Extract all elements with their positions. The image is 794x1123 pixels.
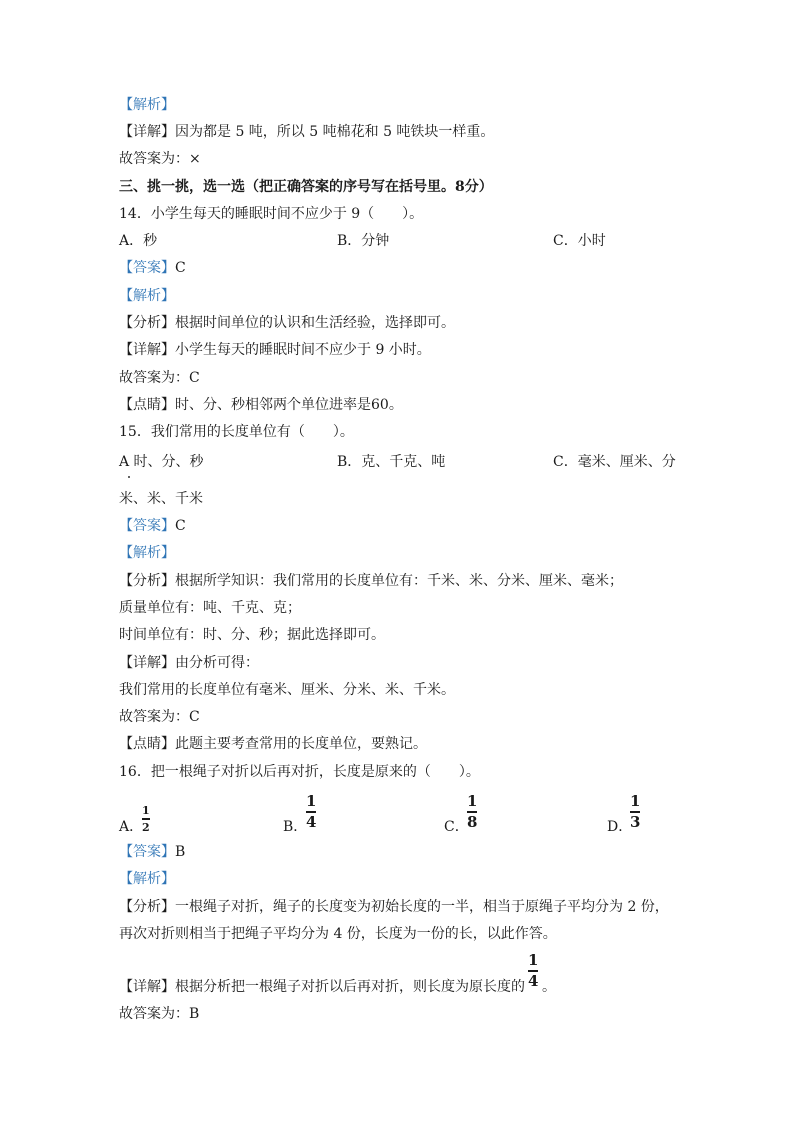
answer-15 [119, 516, 186, 536]
point-tag: 【点睛】 [119, 397, 175, 413]
detail-tag: 【详解】 [119, 979, 175, 995]
answer-tag: 【答案】 [119, 844, 175, 860]
analysis-16-line2: 再次对折则相当于把绳子平均分为 4 份，长度为一份的长，以此作答。 [119, 926, 557, 942]
answer-16 [119, 842, 185, 862]
answer-13: 故答案为：× [119, 151, 201, 167]
fraction-denominator: 3 [630, 812, 641, 831]
detail-16 [119, 977, 525, 997]
point-text: 时、分、秒相邻两个单位进率是60。 [175, 397, 403, 413]
section-heading: 三、挑一挑，选一选（把正确答案的序号写在括号里。8分） [119, 179, 493, 195]
fraction-bar [142, 818, 150, 820]
point-15 [119, 734, 427, 754]
detail-16-fraction [528, 953, 538, 989]
q16-option-d-fraction [630, 794, 640, 830]
detail-15-line2: 我们常用的长度单位有毫米、厘米、分米、米、千米。 [119, 682, 455, 698]
answer-value: B [175, 844, 186, 860]
q15-option-c: C．毫米、厘米、分 [553, 454, 676, 470]
q15-option-b: B．克、千克、吨 [337, 454, 446, 470]
analysis-tag: 【分析】 [119, 573, 175, 589]
q14-option-b: B．分钟 [337, 233, 390, 249]
point-text: 此题主要考查常用的长度单位，要熟记。 [175, 736, 427, 752]
detail-15 [119, 653, 259, 673]
analysis-tag: 【分析】 [119, 899, 175, 915]
final-14: 故答案为：C [119, 370, 200, 386]
fraction-numerator: 1 [528, 951, 539, 969]
q16-option-d-label: D． [607, 819, 633, 835]
analysis-tag: 【分析】 [119, 315, 175, 331]
question-16: 16．把一根绳子对折以后再对折，长度是原来的（ ）。 [119, 764, 480, 780]
detail-tag: 【详解】 [119, 342, 175, 358]
q16-option-a-fraction [142, 805, 150, 833]
analysis-16 [119, 897, 669, 917]
jiexi-label-15: 【解析】 [119, 545, 175, 561]
detail-text: 小学生每天的睡眠时间不应少于 9 小时。 [175, 342, 431, 358]
question-14: 14．小学生每天的睡眠时间不应少于 9（ ）。 [119, 206, 424, 222]
analysis-text: 一根绳子对折，绳子的长度变为初始长度的一半，相当于原绳子平均分为 2 份， [175, 899, 669, 915]
fraction-numerator: 1 [467, 792, 478, 810]
jiexi-label-16: 【解析】 [119, 871, 175, 887]
q15-option-a: A 时、分、秒 [119, 454, 204, 470]
jiexi-label-14: 【解析】 [119, 288, 175, 304]
q16-option-c-fraction [467, 794, 477, 830]
fraction-denominator: 8 [467, 812, 478, 831]
detail-text: 因为都是 5 吨，所以 5 吨棉花和 5 吨铁块一样重。 [175, 124, 495, 140]
detail-text: 根据分析把一根绳子对折以后再对折，则长度为原长度的 [175, 979, 525, 995]
analysis-15 [119, 571, 623, 591]
fraction-denominator: 4 [528, 971, 539, 990]
option-dot-mark [128, 476, 130, 478]
detail-14 [119, 340, 431, 360]
answer-value: C [175, 260, 186, 276]
q15-option-c-cont: 米、米、千米 [119, 491, 203, 507]
fraction-numerator: 1 [142, 804, 150, 817]
final-16: 故答案为：B [119, 1006, 200, 1022]
q16-option-c-label: C． [444, 819, 469, 835]
analysis-14 [119, 313, 455, 333]
analysis-text: 根据时间单位的认识和生活经验，选择即可。 [175, 315, 455, 331]
detail-13 [119, 122, 494, 142]
q16-option-a-label: A． [119, 819, 144, 835]
answer-14 [119, 258, 186, 278]
fraction-denominator: 2 [142, 820, 150, 834]
q16-option-b-label: B． [283, 819, 308, 835]
fraction-numerator: 1 [630, 792, 641, 810]
answer-tag: 【答案】 [119, 260, 175, 276]
fraction-denominator: 4 [306, 812, 317, 831]
answer-tag: 【答案】 [119, 518, 175, 534]
q14-option-a: A．秒 [119, 233, 158, 249]
question-15: 15．我们常用的长度单位有（ ）。 [119, 424, 354, 440]
analysis-15-line2: 质量单位有：吨、千克、克； [119, 600, 301, 616]
fraction-numerator: 1 [306, 792, 317, 810]
q14-option-c: C．小时 [553, 233, 606, 249]
analysis-text: 根据所学知识：我们常用的长度单位有：千米、米、分米、厘米、毫米； [175, 573, 623, 589]
jiexi-label-13: 【解析】 [119, 97, 175, 113]
point-14 [119, 395, 403, 415]
final-15: 故答案为：C [119, 709, 200, 725]
q16-option-b-fraction [306, 794, 316, 830]
detail-tag: 【详解】 [119, 655, 175, 671]
detail-16-end: 。 [542, 979, 556, 995]
detail-text: 由分析可得： [175, 655, 259, 671]
answer-value: C [175, 518, 186, 534]
point-tag: 【点睛】 [119, 736, 175, 752]
detail-tag: 【详解】 [119, 124, 175, 140]
analysis-15-line3: 时间单位有：时、分、秒；据此选择即可。 [119, 627, 385, 643]
